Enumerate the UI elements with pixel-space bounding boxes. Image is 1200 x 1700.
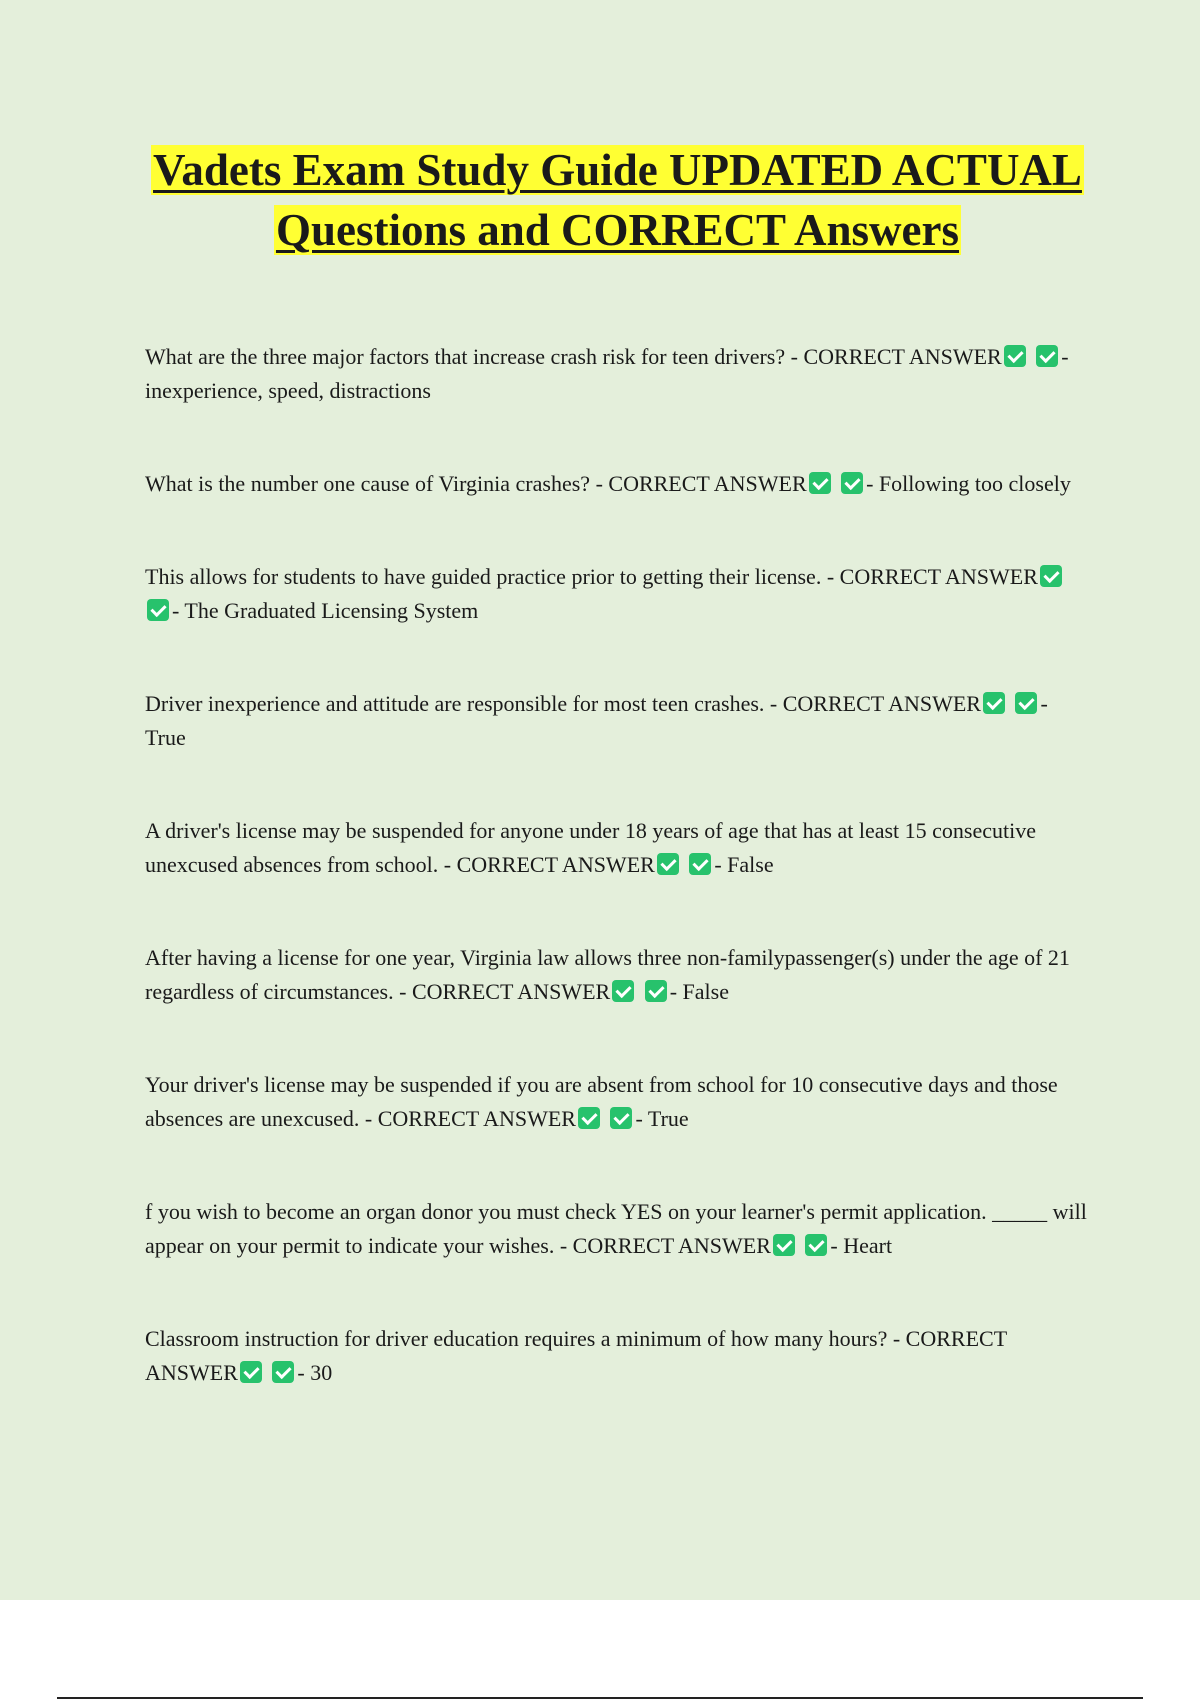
answer-text: - inexperience, speed, distractions xyxy=(145,344,1069,403)
question-text: Your driver's license may be suspended if you are absent from school for 10 consecutive days and those absences are unexcused. xyxy=(145,1072,1058,1131)
check-box-icon xyxy=(773,1234,795,1256)
check-box-icon xyxy=(610,1107,632,1129)
qa-item xyxy=(145,814,1090,882)
question-text: f you wish to become an organ donor you must check YES on your learner's permit application. _____ will appear on your permit to indicate your wishes. xyxy=(145,1199,1087,1258)
document-title-highlight: Vadets Exam Study Guide UPDATED ACTUAL Questions and CORRECT Answers xyxy=(153,145,1082,255)
qa-item xyxy=(145,941,1090,1009)
question-text: A driver's license may be suspended for anyone under 18 years of age that has at least 15 consecutive unexcused absences from school. xyxy=(145,818,1036,877)
check-box-icon xyxy=(983,692,1005,714)
question-text: Classroom instruction for driver education requires a minimum of how many hours? xyxy=(145,1326,888,1351)
answer-label: - CORRECT ANSWER xyxy=(769,691,981,716)
check-box-icon xyxy=(645,980,667,1002)
question-text: What is the number one cause of Virginia crashes? xyxy=(145,471,591,496)
answer-label: - CORRECT ANSWER xyxy=(399,979,611,1004)
answer-text: - Heart xyxy=(830,1233,893,1258)
check-box-icon xyxy=(147,599,169,621)
qa-item xyxy=(145,1195,1090,1263)
qa-list xyxy=(145,340,1090,1449)
qa-item xyxy=(145,467,1090,501)
footer-divider xyxy=(57,1697,1143,1699)
check-box-icon xyxy=(578,1107,600,1129)
document-title xyxy=(150,140,1085,260)
check-box-icon xyxy=(240,1361,262,1383)
check-box-icon xyxy=(689,853,711,875)
answer-label: - CORRECT ANSWER xyxy=(145,1326,1007,1385)
answer-label: - CORRECT ANSWER xyxy=(559,1233,771,1258)
check-box-icon xyxy=(1036,345,1058,367)
answer-text: - 30 xyxy=(297,1360,333,1385)
qa-item xyxy=(145,1068,1090,1136)
question-text: What are the three major factors that increase crash risk for teen drivers? xyxy=(145,344,786,369)
answer-text: - Following too closely xyxy=(866,471,1071,496)
question-text: This allows for students to have guided practice prior to getting their license. xyxy=(145,564,822,589)
question-text: After having a license for one year, Virginia law allows three non-familypassenger(s) under the age of 21 regardless of circumstances. xyxy=(145,945,1070,1004)
qa-item xyxy=(145,687,1090,755)
check-box-icon xyxy=(1040,565,1062,587)
check-box-icon xyxy=(1015,692,1037,714)
check-box-icon xyxy=(841,472,863,494)
answer-text: - False xyxy=(714,852,774,877)
answer-text: - True xyxy=(145,691,1048,750)
answer-label: - CORRECT ANSWER xyxy=(443,852,655,877)
qa-item xyxy=(145,340,1090,408)
answer-label: - CORRECT ANSWER xyxy=(364,1106,576,1131)
answer-label: - CORRECT ANSWER xyxy=(595,471,807,496)
answer-text: - True xyxy=(635,1106,689,1131)
answer-label: - CORRECT ANSWER xyxy=(826,564,1038,589)
qa-item xyxy=(145,1322,1090,1390)
answer-text: - The Graduated Licensing System xyxy=(172,598,479,623)
answer-text: - False xyxy=(669,979,729,1004)
qa-item xyxy=(145,560,1090,628)
check-box-icon xyxy=(657,853,679,875)
check-box-icon xyxy=(809,472,831,494)
question-text: Driver inexperience and attitude are responsible for most teen crashes. xyxy=(145,691,765,716)
answer-label: - CORRECT ANSWER xyxy=(790,344,1002,369)
check-box-icon xyxy=(805,1234,827,1256)
check-box-icon xyxy=(612,980,634,1002)
check-box-icon xyxy=(272,1361,294,1383)
check-box-icon xyxy=(1004,345,1026,367)
